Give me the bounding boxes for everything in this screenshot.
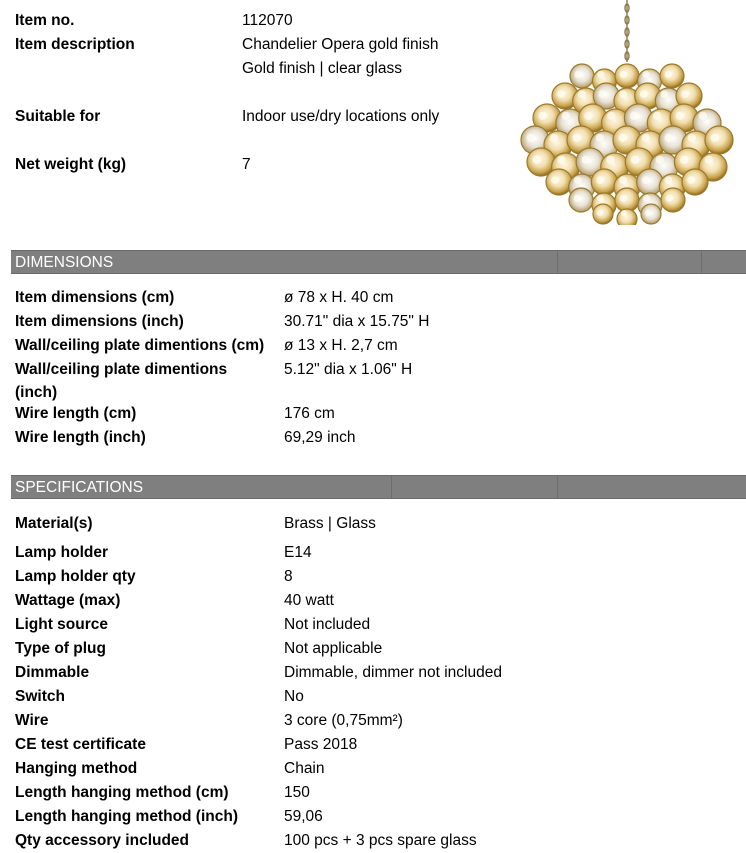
glass-highlight <box>621 210 627 216</box>
glass-highlight <box>680 156 688 164</box>
glass-highlight <box>582 156 590 164</box>
spec-row-value: Pass 2018 <box>284 736 358 753</box>
glass-disc <box>593 204 613 224</box>
dim-row-value: 176 cm <box>284 405 335 422</box>
spec-row-value: Chain <box>284 760 325 777</box>
spec-row-label: Lamp holder qty <box>15 568 136 585</box>
glass-highlight <box>599 90 607 98</box>
dim-row-label: Item dimensions (inch) <box>15 313 184 330</box>
spec-row-label: Light source <box>15 616 109 633</box>
dim-row-value: 69,29 inch <box>284 429 356 446</box>
spec-row-label: Hanging method <box>15 760 138 777</box>
spec-row-value: 40 watt <box>284 592 334 609</box>
spec-row-label: Qty accessory included <box>15 832 190 849</box>
glass-highlight <box>562 112 570 120</box>
band-divider <box>391 476 392 498</box>
glass-disc <box>591 169 617 195</box>
glass-disc <box>615 188 639 212</box>
dim-row-value: 30.71" dia x 15.75" H <box>284 313 430 330</box>
specifications-title: SPECIFICATIONS <box>15 479 144 496</box>
glass-highlight <box>551 176 559 184</box>
glass-highlight <box>653 112 661 120</box>
spec-row-label: Wattage (max) <box>15 592 121 609</box>
band-divider <box>701 251 702 273</box>
glass-highlight <box>665 134 673 142</box>
glass-highlight <box>597 195 604 202</box>
spec-row-value: Not applicable <box>284 640 383 657</box>
item-description-value: Chandelier Opera gold finish <box>242 36 439 53</box>
specifications-header-bar <box>11 475 746 499</box>
glass-highlight <box>642 71 649 78</box>
spec-row-value: 59,06 <box>284 808 323 825</box>
dim-row-label: Wall/ceiling plate dimentions <box>15 361 228 378</box>
spec-row-label: Length hanging method (cm) <box>15 784 229 801</box>
spec-row-value: 3 core (0,75mm²) <box>284 712 403 729</box>
band-divider <box>557 251 558 273</box>
glass-highlight <box>606 156 614 164</box>
spec-row-value: E14 <box>284 544 312 561</box>
glass-highlight <box>619 176 627 184</box>
dimensions-title: DIMENSIONS <box>15 254 114 271</box>
glass-highlight <box>527 134 535 142</box>
dim-row-label-line-2: (inch) <box>15 384 58 401</box>
glass-highlight <box>642 176 650 184</box>
dim-row-label: Item dimensions (cm) <box>15 289 175 306</box>
glass-disc <box>569 188 593 212</box>
spec-row-label: CE test certificate <box>15 736 146 753</box>
spec-row-value: Not included <box>284 616 371 633</box>
dim-row-label: Wall/ceiling plate dimentions (cm) <box>15 337 265 354</box>
item-description-value-2: Gold finish | clear glass <box>242 60 402 77</box>
glass-highlight <box>630 112 638 120</box>
suitable-for-value: Indoor use/dry locations only <box>242 108 440 125</box>
glass-disc <box>661 188 685 212</box>
glass-highlight <box>661 90 669 98</box>
glass-disc <box>546 169 572 195</box>
dim-row-value: ø 13 x H. 2,7 cm <box>284 337 398 354</box>
glass-highlight <box>550 134 558 142</box>
header-section <box>0 0 746 240</box>
spec-row-value: 8 <box>284 568 293 585</box>
spec-row-label: Lamp holder <box>15 544 109 561</box>
glass-highlight <box>656 156 664 164</box>
glass-highlight <box>584 112 592 120</box>
spec-row-value: Dimmable, dimmer not included <box>284 664 502 681</box>
spec-row-label: Length hanging method (inch) <box>15 808 238 825</box>
glass-highlight <box>596 134 604 142</box>
glass-highlight <box>643 195 650 202</box>
glass-highlight <box>681 90 689 98</box>
suitable-for-label: Suitable for <box>15 108 101 125</box>
spec-row-label: Switch <box>15 688 65 705</box>
glass-disc <box>641 204 661 224</box>
glass-highlight <box>620 195 627 202</box>
glass-disc <box>705 126 733 154</box>
dim-row-value: ø 78 x H. 40 cm <box>284 289 394 306</box>
glass-highlight <box>574 195 581 202</box>
glass-disc <box>617 209 637 225</box>
glass-highlight <box>699 112 707 120</box>
glass-highlight <box>578 90 586 98</box>
glass-highlight <box>533 156 541 164</box>
glass-highlight <box>619 134 627 142</box>
glass-highlight <box>573 134 581 142</box>
glass-highlight <box>665 176 673 184</box>
glass-highlight <box>676 112 684 120</box>
glass-highlight <box>557 90 565 98</box>
glass-highlight <box>539 112 547 120</box>
dimensions-header-bar <box>11 250 746 274</box>
glass-highlight <box>665 71 672 78</box>
glass-highlight <box>620 71 627 78</box>
glass-highlight <box>574 176 582 184</box>
glass-highlight <box>688 134 696 142</box>
glass-highlight <box>607 112 615 120</box>
net-weight-label: Net weight (kg) <box>15 156 127 173</box>
glass-highlight <box>597 210 603 216</box>
glass-highlight <box>640 90 648 98</box>
glass-highlight <box>666 195 673 202</box>
glass-highlight <box>597 71 604 78</box>
spec-row-value: No <box>284 688 304 705</box>
spec-row-label: Dimmable <box>15 664 90 681</box>
spec-row-label: Type of plug <box>15 640 106 657</box>
glass-disc <box>570 64 594 88</box>
glass-highlight <box>687 176 695 184</box>
spec-row-label: Material(s) <box>15 515 93 532</box>
net-weight-value: 7 <box>242 156 251 173</box>
spec-row-value: 150 <box>284 784 310 801</box>
band-divider <box>557 476 558 498</box>
glass-highlight <box>645 210 651 216</box>
glass-disc <box>682 169 708 195</box>
glass-highlight <box>575 71 582 78</box>
dim-row-label: Wire length (inch) <box>15 429 146 446</box>
glass-highlight <box>597 176 605 184</box>
spec-row-value: 100 pcs + 3 pcs spare glass <box>284 832 477 849</box>
chandelier-product-image <box>520 0 740 225</box>
glass-disc <box>660 64 684 88</box>
glass-highlight <box>642 134 650 142</box>
glass-highlight <box>619 90 627 98</box>
glass-highlight <box>557 156 565 164</box>
item-no-value: 112070 <box>242 12 293 29</box>
spec-row-label: Wire <box>15 712 49 729</box>
glass-highlight <box>705 156 713 164</box>
glass-disc <box>637 169 663 195</box>
glass-highlight <box>711 134 719 142</box>
item-no-label: Item no. <box>15 12 75 29</box>
item-description-label: Item description <box>15 36 135 53</box>
spec-row-value: Brass | Glass <box>284 515 376 532</box>
glass-highlight <box>631 156 639 164</box>
dim-row-value: 5.12" dia x 1.06" H <box>284 361 413 378</box>
dim-row-label: Wire length (cm) <box>15 405 137 422</box>
glass-disc <box>615 64 639 88</box>
